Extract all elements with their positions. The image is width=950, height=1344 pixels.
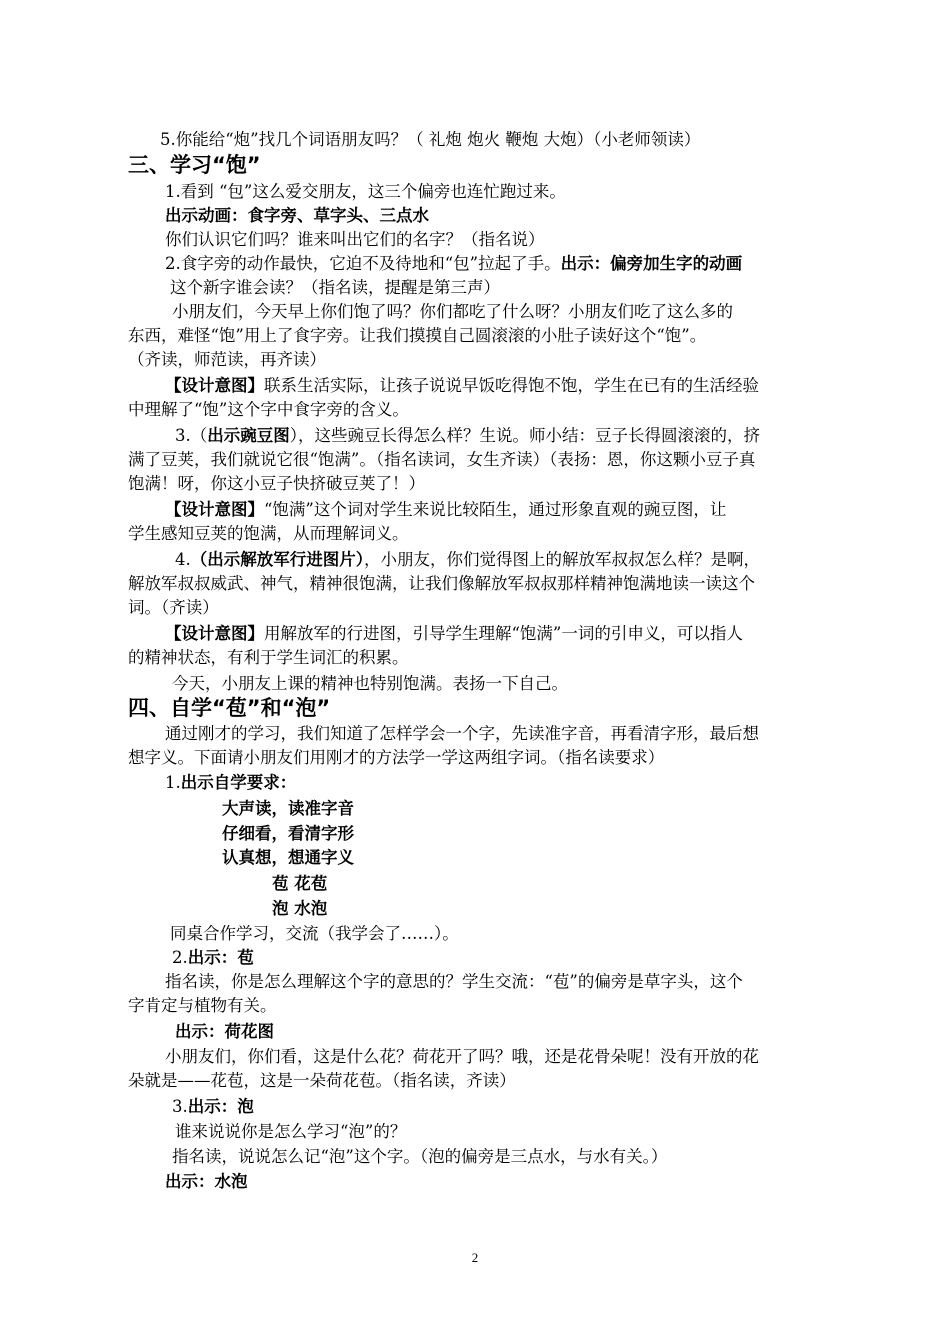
paragraph-line: 词。（齐读） xyxy=(128,598,219,617)
paragraph-line: 字肯定与植物有关。 xyxy=(128,996,277,1015)
page-number: 2 xyxy=(471,1250,479,1265)
requirement-item: 认真想，想通字义 xyxy=(222,848,354,867)
paragraph-line: 2.出示：苞 xyxy=(172,948,254,967)
paragraph-line: 出示动画：食字旁、草字头、三点水 xyxy=(165,206,429,225)
paragraph-line: 今天，小朋友上课的精神也特别饱满。表扬一下自己。 xyxy=(172,674,568,693)
paragraph-line: 你们认识它们吗？谁来叫出它们的名字？（指名说） xyxy=(165,230,545,249)
paragraph-line: （齐读，师范读，再齐读） xyxy=(128,350,326,369)
paragraph-line: 同桌合作学习，交流（我学会了……）。 xyxy=(170,924,459,943)
paragraph-line: 通过刚才的学习，我们知道了怎样学会一个字，先读准字音，再看清字形，最后想 xyxy=(165,724,759,743)
paragraph-line: 这个新字谁会读？（指名读，提醒是第三声） xyxy=(170,278,500,297)
requirement-item: 大声读，读准字音 xyxy=(222,799,354,818)
requirement-item: 仔细看，看清字形 xyxy=(222,824,354,843)
section-heading: 三、学习“饱” xyxy=(128,153,261,177)
section-heading: 四、自学“苞”和“泡” xyxy=(128,696,331,720)
paragraph-line: 指名读，说说怎么记“泡”这个字。（泡的偏旁是三点水，与水有关。） xyxy=(172,1147,668,1166)
paragraph-line: 的精神状态，有利于学生词汇的积累。 xyxy=(128,648,409,667)
paragraph-line: 1.出示自学要求： xyxy=(165,773,297,792)
paragraph-line: 解放军叔叔威武、神气，精神很饱满，让我们像解放军叔叔那样精神饱满地读一读这个 xyxy=(128,574,755,593)
paragraph-line: 小朋友们，今天早上你们饱了吗？你们都吃了什么呀？小朋友们吃了这么多的 xyxy=(172,302,733,321)
paragraph-line: 1.看到 “包”这么爱交朋友，这三个偏旁也连忙跑过来。 xyxy=(165,182,566,201)
paragraph-line: 2.食字旁的动作最快，它迫不及待地和“包”拉起了手。出示：偏旁加生字的动画 xyxy=(165,254,743,273)
paragraph-line: 4.（出示解放军行进图片），小朋友，你们觉得图上的解放军叔叔怎么样？是啊， xyxy=(175,550,760,569)
paragraph-line: 指名读，你是怎么理解这个字的意思的？学生交流：“苞”的偏旁是草字头，这个 xyxy=(165,972,743,991)
paragraph-line: 5.你能给“炮”找几个词语朋友吗？（ 礼炮 炮火 鞭炮 大炮）（小老师领读） xyxy=(160,130,701,149)
paragraph-line: 饱满！呀，你这小豆子快挤破豆荚了！） xyxy=(128,474,425,493)
paragraph-line: 想字义。下面请小朋友们用刚才的方法学一学这两组字词。（指名读要求） xyxy=(128,748,665,767)
paragraph-line: 出示：水泡 xyxy=(165,1172,248,1191)
paragraph-line: 出示：荷花图 xyxy=(175,1022,274,1041)
paragraph-line: 学生感知豆荚的饱满，从而理解词义。 xyxy=(128,524,409,543)
design-intent-line: 【设计意图】联系生活实际，让孩子说说早饭吃得饱不饱，学生在已有的生活经验 xyxy=(165,376,759,395)
paragraph-line: 谁来说说你是怎么学习“泡”的？ xyxy=(175,1122,407,1141)
paragraph-line: 中理解了“饱”这个字中食字旁的含义。 xyxy=(128,400,409,419)
paragraph-line: 朵就是——花苞，这是一朵荷花苞。（指名读，齐读） xyxy=(128,1071,516,1090)
paragraph-line: 3.（出示豌豆图），这些豌豆长得怎么样？生说。师小结：豆子长得圆滚滚的，挤 xyxy=(175,426,760,445)
paragraph-line: 3.出示：泡 xyxy=(172,1097,254,1116)
design-intent-line: 【设计意图】用解放军的行进图，引导学生理解“饱满”一词的引申义，可以指人 xyxy=(165,624,743,643)
paragraph-line: 东西，难怪“饱”用上了食字旁。让我们摸摸自己圆滚滚的小肚子读好这个“饱”。 xyxy=(128,326,707,345)
word-group: 泡 水泡 xyxy=(272,899,328,918)
paragraph-line: 小朋友们，你们看，这是什么花？荷花开了吗？哦，还是花骨朵呢！没有开放的花 xyxy=(165,1047,759,1066)
design-intent-line: 【设计意图】“饱满”这个词对学生来说比较陌生，通过形象直观的豌豆图，让 xyxy=(165,500,727,519)
word-group: 苞 花苞 xyxy=(272,874,328,893)
paragraph-line: 满了豆荚，我们就说它很“饱满”。（指名读词，女生齐读）（表扬：恩，你这颗小豆子真 xyxy=(128,450,756,469)
